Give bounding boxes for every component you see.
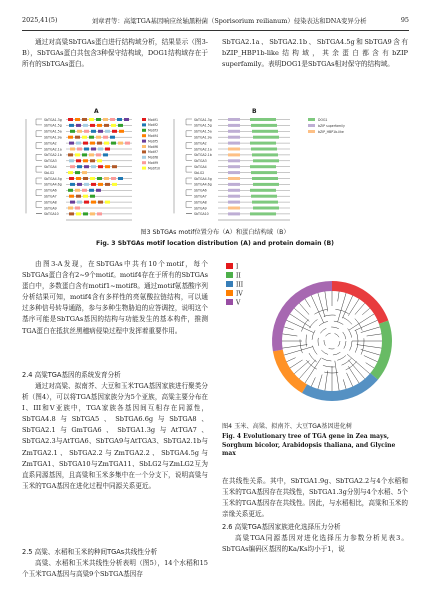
gene-label-a: SbTGA1.5g	[44, 123, 62, 128]
dog1-domain	[251, 171, 277, 174]
domain-legend-label: bZIP_HBP1b-like	[318, 129, 344, 134]
domain-legend-swatch	[308, 124, 315, 127]
motif-block	[118, 177, 123, 180]
motif-block	[103, 118, 108, 121]
motif-block	[82, 171, 87, 174]
tree-branch	[36, 143, 42, 149]
motif-block	[70, 165, 75, 168]
motif-block	[83, 195, 88, 198]
motif-block	[90, 177, 95, 180]
motif-legend-label: Motif7	[148, 150, 158, 155]
motif-legend-swatch	[142, 145, 146, 148]
tree-node-arc	[318, 327, 346, 355]
motif-block	[89, 136, 94, 139]
gene-label-a: SbTGA7	[44, 194, 57, 199]
motif-legend-label: Motif9	[148, 161, 158, 165]
motif-block	[91, 183, 96, 186]
motif-block	[90, 195, 95, 198]
domain-legend-swatch	[308, 118, 315, 121]
tree-branch	[305, 299, 310, 307]
subfamily-legend-swatch	[226, 299, 233, 305]
dog1-domain	[251, 195, 277, 198]
motif-block	[83, 124, 88, 127]
gene-label-b: SbTGA2.1b	[194, 153, 212, 158]
tree-branch	[347, 354, 370, 374]
tree-branch	[325, 292, 328, 312]
motif-block	[97, 212, 102, 215]
tree-branch	[284, 347, 313, 355]
dog1-domain	[250, 189, 276, 192]
motif-block	[75, 118, 80, 121]
figure-3	[22, 108, 408, 226]
motif-block	[98, 183, 103, 186]
gene-label-a: SbTGA2.1b	[44, 153, 62, 158]
motif-block	[89, 118, 94, 121]
motif-block	[111, 177, 116, 180]
motif-block	[112, 130, 117, 133]
tree-branch	[186, 190, 192, 196]
motif-block	[77, 130, 82, 133]
tree-branch	[342, 296, 352, 319]
para-collinearity: 高粱、水稻和玉米共线性分析表明（图5），14个水稻和15个玉米TGA基因与高粱9个SbTGA基因存	[22, 559, 208, 579]
gene-label-a: SbTGA1.3g	[44, 117, 62, 122]
motif-block	[90, 212, 95, 215]
para-top-right: SbTGA2.1a、SbTGA2.1b、SbTGA4.5g和SbTGA9含有bZIP_HBP1b-like结构域，其余蛋白都含有bZIP superfamily。表明DOG1是SbTGAs相对保守的结构域。	[222, 38, 408, 69]
motif-block	[111, 124, 116, 127]
bzip-domain	[228, 142, 240, 145]
tree-branch	[299, 303, 309, 314]
motif-legend-label: Motif6	[148, 144, 158, 149]
motif-block	[68, 171, 73, 174]
gene-label-b: SbTGA2	[194, 141, 207, 146]
bzip-domain	[228, 136, 240, 139]
motif-block	[77, 201, 82, 204]
motif-block	[84, 165, 89, 168]
tree-branch	[36, 154, 42, 160]
motif-block	[90, 142, 95, 145]
motif-block	[98, 165, 103, 168]
para-collinearity-cont: 在共线性关系。其中，SbTGA1.9g、SbTGA2.2与4个水稻和玉米的TGA基因存在共线性，SbTGA1.3g分别与4个水稻、5个玉米的TGA基因存在共线性。因此，与水稻相比，高粱和玉米的亲缘关系更近。	[222, 477, 408, 519]
motif-block	[96, 136, 101, 139]
tree-branch	[361, 349, 380, 355]
motif-domain-plot	[22, 108, 408, 226]
motif-block	[98, 201, 103, 204]
tree-branch	[36, 202, 42, 208]
tree-branch	[343, 379, 346, 389]
motif-block	[84, 148, 89, 151]
motif-legend-swatch	[142, 150, 146, 153]
motif-block	[83, 177, 88, 180]
dog1-domain	[250, 118, 276, 121]
gene-label-b: SbTGA2.1a	[194, 147, 212, 152]
bzip-domain	[228, 171, 240, 174]
panel-a-label: A	[94, 108, 99, 115]
motif-block	[68, 189, 73, 192]
bzip-domain	[228, 189, 240, 192]
motif-block	[117, 118, 122, 121]
gene-label-a: SbTGA2.1a	[44, 147, 62, 152]
gene-label-a: SbTGA4.6g	[44, 182, 62, 187]
tree-branch	[355, 320, 378, 330]
gene-label-b: SbTGA1.5g	[194, 123, 212, 128]
motif-block	[70, 183, 75, 186]
tree-branch	[361, 327, 380, 333]
motif-block	[84, 183, 89, 186]
dog1-domain	[253, 207, 279, 210]
motif-block	[103, 136, 108, 139]
motif-block	[110, 136, 115, 139]
tree-branch	[36, 166, 42, 172]
motif-block	[90, 159, 95, 162]
domain-legend-label: bZIP superfamily	[318, 123, 345, 128]
motif-block	[97, 159, 102, 162]
subfamily-arc	[370, 320, 392, 379]
motif-block	[68, 136, 73, 139]
gene-label-b: SbTGA9	[194, 206, 207, 211]
gene-label-b: SbTGA10	[194, 212, 209, 217]
motif-block	[76, 159, 81, 162]
motif-block	[112, 183, 117, 186]
gene-label-b: SbTGA6	[194, 188, 207, 193]
motif-block	[76, 124, 81, 127]
subfamily-legend-swatch	[226, 272, 233, 278]
motif-legend-swatch	[142, 140, 146, 143]
motif-block	[105, 201, 110, 204]
motif-block	[111, 142, 116, 145]
gene-label-b: SbTGA1.5a	[194, 129, 212, 134]
gene-label-a: SbTGA2	[44, 141, 57, 146]
fig3-caption-cn: 图3 SbTGAs motif位置分布（A）和蛋白结构域（B）	[140, 229, 290, 236]
dog1-domain	[253, 159, 279, 162]
motif-block	[76, 177, 81, 180]
motif-block	[76, 212, 81, 215]
figure-4	[222, 259, 408, 419]
motif-legend-label: Motif5	[148, 139, 158, 144]
motif-block	[83, 212, 88, 215]
gene-label-a: SbTGA4	[44, 165, 57, 169]
tree-branch	[335, 361, 339, 391]
motif-block	[97, 142, 102, 145]
tree-branch	[287, 358, 296, 362]
tree-branch	[186, 178, 192, 184]
dog1-domain	[251, 148, 277, 151]
gene-label-a: SbTGA8	[44, 200, 57, 205]
tree-branch	[283, 334, 298, 336]
motif-block	[96, 189, 101, 192]
tree-branch	[186, 154, 192, 160]
motif-legend-swatch	[142, 123, 146, 126]
motif-legend-label: Motif1	[148, 117, 158, 122]
subfamily-legend-label: V	[236, 299, 241, 307]
bzip-domain	[228, 118, 240, 121]
fig4-caption-en: Fig. 4 Evolutionary tree of TGA gene in Zea mays, Sorghum bicolor, Arabidopsis thaliana, and Glycine max	[222, 433, 396, 457]
tree-branch	[36, 178, 42, 184]
tree-branch	[186, 143, 192, 149]
subfamily-legend-swatch	[226, 290, 233, 296]
fig3-caption-en: Fig. 3 SbTGAs motif location distribution (A) and protein domain (B)	[95, 240, 335, 247]
motif-block	[77, 183, 82, 186]
motif-block	[91, 130, 96, 133]
motif-legend-label: Motif4	[148, 134, 158, 138]
motif-block	[105, 183, 110, 186]
motif-legend-swatch	[142, 156, 146, 159]
motif-legend-label: Motif8	[148, 155, 158, 160]
bzip-domain	[228, 148, 240, 151]
dog1-domain	[250, 165, 276, 168]
tree-branch	[311, 377, 315, 386]
motif-block	[69, 124, 74, 127]
motif-block	[75, 207, 80, 210]
motif-block	[68, 118, 73, 121]
motif-block	[98, 130, 103, 133]
tree-branch	[36, 131, 42, 137]
section-2-6-heading: 2.6 高粱TGA基因家族进化选择压力分析	[222, 523, 341, 531]
motif-legend-swatch	[142, 134, 146, 137]
gene-label-a: SbTGA4.5g	[44, 176, 62, 181]
motif-legend-swatch	[142, 167, 146, 170]
motif-block	[75, 189, 80, 192]
journal-issue: 2025,41(5)	[22, 16, 58, 24]
gene-label-a: SbLG2	[44, 170, 55, 175]
motif-block	[69, 159, 74, 162]
motif-block	[83, 159, 88, 162]
motif-block	[68, 153, 73, 156]
section-2-5-heading: 2.5 高粱、水稻和玉米的种间TGAs共线性分析	[22, 548, 158, 556]
domain-legend-swatch	[308, 130, 315, 133]
subfamily-arc	[273, 350, 307, 393]
tree-branch	[366, 363, 374, 368]
motif-block	[82, 118, 87, 121]
gene-label-b: SbTGA1.3g	[194, 117, 212, 122]
gene-label-b: SbTGA8	[194, 200, 207, 205]
motif-block	[112, 165, 117, 168]
tree-branch	[290, 360, 303, 368]
gene-label-b: SbTGA4.6g	[194, 182, 212, 187]
tree-branch	[367, 334, 382, 336]
bzip-domain	[228, 212, 240, 215]
bzip-domain	[228, 195, 240, 198]
bzip-domain	[228, 153, 240, 156]
tree-branch	[284, 327, 294, 330]
motif-legend-label: Motif3	[148, 128, 158, 133]
motif-legend-swatch	[142, 118, 146, 121]
motif-block	[103, 153, 108, 156]
motif-block	[91, 148, 96, 151]
motif-block	[110, 118, 115, 121]
motif-block	[84, 201, 89, 204]
motif-block	[89, 189, 94, 192]
bzip-domain	[228, 177, 240, 180]
tree-branch	[294, 361, 309, 374]
phylogenetic-tree	[222, 259, 408, 419]
motif-block	[83, 142, 88, 145]
dog1-domain	[252, 153, 278, 156]
tree-branch	[186, 166, 192, 172]
motif-block	[75, 153, 80, 156]
tree-node-arc	[324, 333, 340, 349]
tree-branch	[362, 308, 370, 315]
motif-block	[70, 201, 75, 204]
motif-block	[76, 142, 81, 145]
page-number: 95	[400, 16, 409, 24]
tree-branch	[290, 314, 311, 328]
bzip-domain	[228, 183, 240, 186]
dog1-domain	[252, 201, 278, 204]
section-2-4-heading: 2.4 高粱TGA基因的系统发育分析	[22, 371, 121, 379]
para-phylogeny: 通过对高粱、拟南芥、大豆和玉米TGA基因家族进行聚类分析（图4），可以将TGA基因家族分为5个亚族，高粱主要分布在I、III和V亚族中，TGA家族各基因间互相存在同源性，SbTGA4.8与SbTGA5、SbTGA6.6g与SbTGA8、SbTGA2.1与GmTGA6、SbTGA1.3g与AtTGA7、SbTGA2.3与AtTGA6、SbTGA9与AtTGA3、SbTGA2.1b与ZmTGA2.1、SbTGA2.2与ZmTGA2.2、SbTGA4.5g与ZmTGA1、SbTGA10与ZmTGA11、SbLG2与ZmLG2互为直系同源基因，且高粱和玉米多集中在一个分支下，说明高粱与玉米的TGA基因在进化过程中同源关系更近。	[22, 382, 208, 490]
motif-block	[105, 130, 110, 133]
subfamily-legend-label: I	[236, 263, 239, 271]
tree-branch	[357, 345, 382, 349]
header-rule	[22, 30, 409, 31]
motif-block	[96, 153, 101, 156]
tree-branch	[364, 356, 378, 362]
motif-block	[118, 124, 123, 127]
motif-block	[70, 148, 75, 151]
subfamily-arc	[332, 281, 388, 324]
bzip-domain	[228, 201, 240, 204]
dog1-domain	[252, 130, 278, 133]
tree-branch	[325, 371, 328, 391]
panel-b-label: B	[252, 108, 257, 115]
tree-branch	[355, 303, 365, 314]
gene-label-a: SbTGA6	[44, 188, 57, 193]
tree-branch	[186, 131, 192, 137]
motif-block	[105, 148, 110, 151]
tree-branch	[348, 360, 364, 379]
tree-branch	[36, 119, 42, 125]
motif-legend-swatch	[142, 129, 146, 132]
motif-block	[75, 171, 80, 174]
motif-legend-label: Motif2	[148, 123, 158, 128]
gene-label-b: SbTGA1.9a	[194, 135, 212, 140]
gene-label-a: SbTGA10	[44, 212, 59, 217]
para-motif-analysis: 由图3-A发现，在SbTGAs中共有10个motif，每个SbTGAs蛋白含有2~9个motif。motif4存在于所有的SbTGAs蛋白中，多数蛋白含有motif1~motif8。通过motif氨基酸序列分析结果可知，motif4含有多样性的亮氨酸拉链结构，可以通过多种信号转导通路，参与多种生物胁迫的应答调控，说明这个基序可能是SbTGAs基因的结构与功能发生的基本构件，推测TGA蛋白在抵抗丝黑穗病侵染过程中发挥着重要作用。	[22, 260, 208, 335]
running-title: 刘章君等：高粱TGA基因响应丝轴黑粉菌（Sporisorium reilianum）侵染表达和DNA变异分析	[91, 16, 367, 25]
motif-block	[97, 124, 102, 127]
gene-label-b: SbLG2	[194, 170, 205, 175]
dog1-domain	[252, 177, 278, 180]
motif-block	[105, 165, 110, 168]
bzip-domain	[228, 165, 240, 168]
para-top-left: 通过对高粱SbTGAs蛋白进行结构域分析，结果显示（图3-B），SbTGAs蛋白共包含3种保守结构域，DOG1结构域存在于所有的SbTGAs蛋白。	[22, 38, 208, 69]
para-selection-pressure: 高粱TGA同源基因对进化选择压力参数分析见表3。SbTGAs编码区基因的Ka/Ks均小于1，说	[222, 534, 408, 554]
motif-legend-swatch	[142, 161, 146, 164]
bzip-domain	[228, 130, 240, 133]
motif-block	[82, 153, 87, 156]
motif-block	[104, 142, 109, 145]
motif-block	[89, 153, 94, 156]
tree-branch	[36, 190, 42, 196]
motif-block	[91, 165, 96, 168]
tree-node-arc	[306, 315, 358, 367]
subfamily-legend-swatch	[226, 263, 233, 269]
subfamily-arc	[302, 373, 378, 401]
bzip-domain	[228, 159, 240, 162]
motif-block	[76, 195, 81, 198]
gene-label-a: SbTGA9	[44, 206, 57, 211]
gene-label-b: SbTGA7	[194, 194, 207, 199]
dog1-domain	[253, 136, 279, 139]
dog1-domain	[251, 124, 277, 127]
tree-branch	[186, 202, 192, 208]
motif-block	[118, 142, 123, 145]
motif-block	[69, 177, 74, 180]
tree-branch	[186, 119, 192, 125]
gene-label-a: SbTGA3	[44, 159, 57, 164]
motif-block	[125, 142, 130, 145]
motif-block	[90, 124, 95, 127]
motif-block	[104, 124, 109, 127]
domain-legend-label: DOG1	[318, 117, 328, 122]
tree-branch	[318, 375, 322, 389]
dog1-domain	[250, 142, 276, 145]
motif-block	[82, 189, 87, 192]
motif-block	[69, 195, 74, 198]
motif-block	[77, 148, 82, 151]
running-header	[22, 14, 409, 26]
gene-label-a: SbTGA1.5a	[44, 129, 62, 134]
gene-label-b: SbTGA4	[194, 165, 207, 169]
tree-branch	[299, 360, 315, 379]
motif-legend-label: Motif10	[148, 166, 161, 171]
subfamily-legend-label: III	[236, 281, 244, 289]
tree-branch	[311, 296, 323, 323]
motif-block	[91, 201, 96, 204]
tree-branch	[318, 293, 325, 317]
tree-branch	[338, 293, 346, 322]
fig4-caption-cn: 图4 玉米、高粱、拟南芥、大豆TGA基因进化树	[222, 423, 353, 430]
motif-block	[69, 212, 74, 215]
tree-branch	[347, 373, 353, 387]
motif-block	[82, 136, 87, 139]
motif-block	[84, 130, 89, 133]
dog1-domain	[250, 212, 276, 215]
motif-block	[96, 118, 101, 121]
bzip-domain	[228, 124, 240, 127]
motif-block	[98, 148, 103, 151]
tree-branch	[294, 308, 309, 321]
gene-label-a: SbTGA1.9a	[44, 135, 62, 140]
bzip-domain	[228, 207, 240, 210]
motif-block	[119, 130, 124, 133]
motif-block	[68, 207, 73, 210]
motif-block	[124, 118, 129, 121]
tree-branch	[283, 345, 308, 349]
gene-label-b: SbTGA4.5g	[194, 176, 212, 181]
motif-block	[104, 177, 109, 180]
motif-block	[77, 165, 82, 168]
subfamily-legend-label: IV	[236, 290, 243, 298]
motif-block	[75, 136, 80, 139]
subfamily-legend-label: II	[236, 272, 241, 280]
motif-block	[69, 142, 74, 145]
tree-branch	[338, 292, 339, 302]
dog1-domain	[253, 183, 279, 186]
motif-block	[70, 130, 75, 133]
motif-block	[97, 177, 102, 180]
gene-label-b: SbTGA3	[194, 159, 207, 164]
subfamily-legend-swatch	[226, 281, 233, 287]
